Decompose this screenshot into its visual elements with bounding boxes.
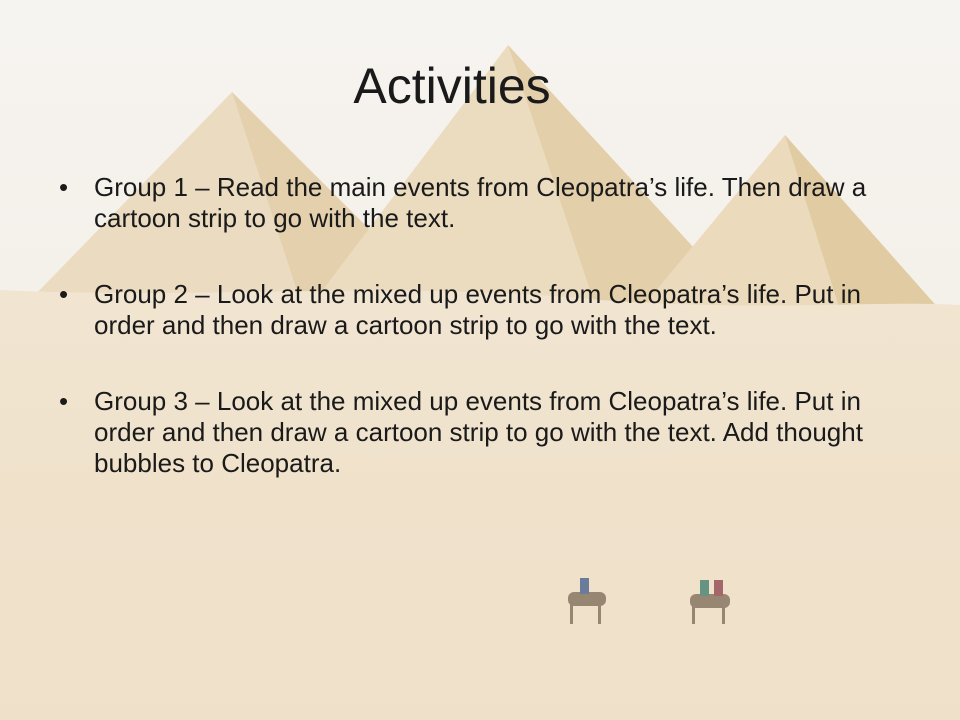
bullet-text: Group 3 – Look at the mixed up events from Cleopatra’s life. Put in order and then draw a cartoon strip to go with the text. Add thought bubbles to Cleopatra. [94, 386, 863, 478]
bullet-list [56, 172, 916, 524]
bullet-group-2 [56, 279, 916, 341]
bullet-group-3 [56, 386, 916, 479]
bullet-dot-icon: • [59, 172, 69, 202]
slide-title: Activities [353, 58, 551, 114]
bullet-group-1 [56, 172, 916, 234]
bullet-dot-icon: • [59, 279, 69, 309]
bullet-dot-icon: • [59, 386, 69, 416]
bullet-text: Group 1 – Read the main events from Cleopatra’s life. Then draw a cartoon strip to go with the text. [94, 172, 867, 233]
bullet-text: Group 2 – Look at the mixed up events from Cleopatra’s life. Put in order and then draw a cartoon strip to go with the text. [94, 279, 861, 340]
